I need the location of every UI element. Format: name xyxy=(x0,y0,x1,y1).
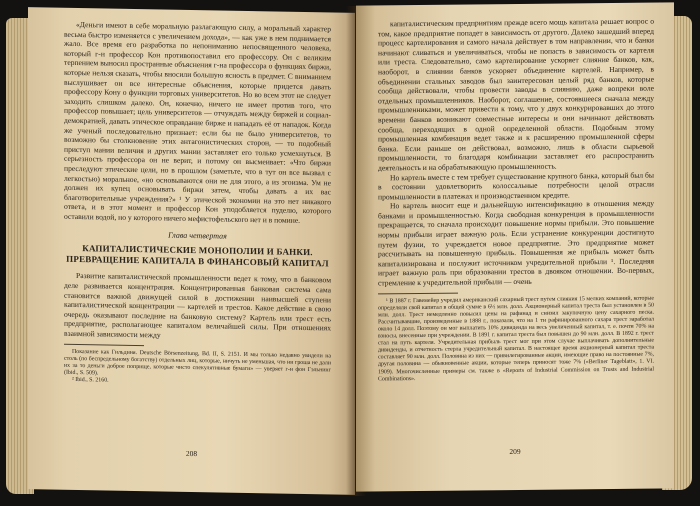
left-paragraph: «Деньги имеют в себе моральную разлагающую силу, а моральный характер весьма быстро изменяется с увеличением дохода», — как уже в нем поднимается жало. Все время его разработка по непониманию непосвященного человека, который г-н профессор Кон противопоставил его профессору. Он с великим терпением выносил пространные объяснения г-на профессора о функциях биржи, которые нельзя сказать, чтобы вносили большую ясность в предмет. С вниманием выслушивает он все интересные объяснения, которые придется давать профессору Кону о функции торговых университетов. Но во всем этот не следует заходить слишком далеко. Он, конечно, ничего не имеет против того, что профессор повышает; цель университетов — отчуждать между биржей и социал-демократией, давать этическое оправдание бирже и нападать её от нападок. Когда же ученый последовательно признает: если бы не было университетов, то возможно бы столкновение этих антагонистических сторон, — то подобный приступ мании величия и других мании заставляет его только усмехнуться. В серьезность профессора он не верит, и потому он высмеивает: «Что биржи преследуют этические цели, но в прошлом (заметьте, что в тут он все вызвал с легкостью) моральное, «но основываются они не для этого, а из эгоизма. Ум не должен их купец основывать биржи затем, чтобы давать а их вас благотворительные учреждения?» ¹ У этической экономии на это нет никакого ответа, и в этот момент и профессор Кон уподобляется пуделю, которого оставили водой, но у которого ничего мефистофельского нет и в помине. xyxy=(64,19,331,225)
right-body xyxy=(378,17,654,289)
left-footnotes xyxy=(64,348,331,388)
right-paragraph: капиталистическим предприятиям прежде всего мощь капитала решает вопрос о том, какое предприятие попадет в зависимость от другого. Далеко зашедший вперед процесс картелирования и самого начала действует в том направлении, что и банки начинают сливаться и увеличиваться, чтобы не попасть в зависимость от картеля или треста. Следовательно, само картелирование ускоряет слияние банков, как, наоборот, в слиянии банков ускоряет объединение картелей. Например, в объединении стальных заводов был заинтересован целый ряд банков, которые сообща действовали, чтобы провести заводы в слиянию, даже вопреки воле отдельных промышленников. Наоборот, соглашение, состоявшееся сначала между промышленниками, может привести к тому, что у двух конкурировавших до этого времени банков возникают совместные интересы и они начинают действовать сообща, переходящих в одной определенной области. Подобным этому промышленная комбинация ведет также и к расширению промышленной сферы банка. Если раньше он действовал, возможно, лишь в области сырьевой промышленности, то благодаря комбинации заставляет его распространить деятельность и на обрабатывающую промышленность. xyxy=(378,16,654,173)
left-page xyxy=(28,7,355,495)
right-page xyxy=(356,2,674,491)
footnote-rule xyxy=(64,343,144,345)
right-footnote: ¹ В 1887 г. Гавемейер учредил американский сахарный трест путем слияния 15 мелких компаний, которые определяли свой капитал в общей сумме в 6½ млн. долл. Акционерный капитал треста был установлен в 50 млн. долл. Трест немедленно повысил цены на рафинад и снизил закупочную цену сахарного песка. Рассчитывавшие, произведенные в 1888 г., показали, что на 1 тн рафинированного сахара трест заработал около 14 долл. Поэтому он мог выплатить 10% дивиденда на весь увеличенный капитал, т. е. почти 70% на взносы, внесенные при учреждении. В 1891 г. капитал треста был повышен до 90 млн. долл. В 1892 г. трест стал на путь картеля. Учредительная прибыль трест мог при этом случае выплачивать дополнительные дивиденды, и отчетность стерла учредительный капитал. В настоящее время акционерный капитал треста составляет 90 млн. долл. Половина из них — привилегированные акции, имеющие право на постоянные 7%, другая половина — обыкновенные акции, которые теперь приносят тоже 7% («Berliner Tageblatt», 1. VI. 1909). Многочисленные примеры см. также в «Reports of Industrial Commission on Trusts and Industrial Combinations». xyxy=(378,295,654,383)
page-number-left: 208 xyxy=(185,448,198,459)
footnote-rule xyxy=(378,292,458,294)
left-footnote: ² Ibid., S. 2160. xyxy=(72,376,109,384)
left-paragraph-after-title: Развитие капиталистической промышленности ведет к тому, что в банковом деле развивается концентрация. Концентрированная банковая система сама становится важной движущей силой в достижении наивысшей ступени капиталистической концентрации — картелей и трестов. Какое действие в свою очередь оказывают последние на банковую систему? Картель или трест есть предприятие, располагающее капиталом величайшей силы. При отношениях взаимной зависимости между xyxy=(64,271,331,340)
chapter-title: КАПИТАЛИСТИЧЕСКИЕ МОНОПОЛИИ И БАНКИ. ПРЕВРАЩЕНИЕ КАПИТАЛА В ФИНАНСОВЫЙ КАПИТАЛ xyxy=(66,243,329,269)
chapter-label: Глава четвертая xyxy=(168,231,227,242)
left-footnote: Показание как Гильдиня. Deutsche Börsenzeitung, Bd. II, S. 2151. И мы только недавно увидели на столь (по беспредельному богатству) отдельных лиц, которые, ничуть не уменьшая, что ни гроша не дали их за то деньги доброе поприще, которые чисто спекулятивные бумаги» — уверяет г-н фон Гэльнинг (Ibid., S. 509). xyxy=(64,348,331,377)
left-body xyxy=(64,20,331,226)
right-paragraph: Но картель вместе с тем требует существование крупного банка, который был бы в состоянии удовлетворить колоссальные потребности целой отрасли промышленности в платежах и производственном кредите. xyxy=(378,170,654,202)
right-paragraph: Но картель вносит еще и дальнейшую интенсификацию в отношения между банками и промышленностью. Когда свободная конкуренция в промышленности прекращается, то сначала происходит повышение нормы прибыли. Это повышение нормы прибыли играет важную роль. Если устранение конкуренции достигнуто путем фузии, то учреждается новое предприятие. Это предприятие может рассчитывать на повышенную прибыль. Повышенная же прибыль может быть капитализирована и послужит источником учредительной прибыли ¹. Последняя играет важную роль при образовании трестов в двояком отношении. Во-первых, стремление к учредительной прибыли — очень xyxy=(378,198,654,288)
right-footnotes xyxy=(378,295,654,383)
page-number-right: 209 xyxy=(509,446,521,457)
left-body-continued xyxy=(64,271,331,343)
